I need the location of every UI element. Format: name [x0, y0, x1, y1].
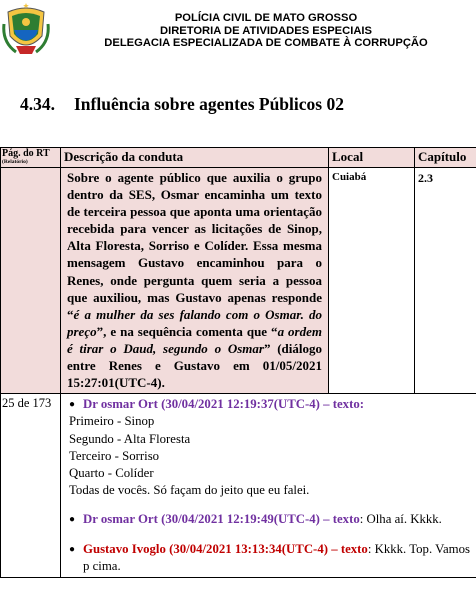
- chapter-cell: 2.3: [415, 168, 476, 394]
- message-3-header: Gustavo Ivoglo (30/04/2021 13:13:34(UTC-4) – texto: [83, 541, 368, 556]
- message-1-line: Todas de vocês. Só façam do jeito que eu falei.: [69, 483, 310, 498]
- header-page-rt-label: Pág. do RT: [2, 148, 50, 159]
- conduct-table: [0, 147, 476, 578]
- page-reference: 25 de 173: [1, 394, 61, 578]
- page-cell-empty: [1, 168, 61, 394]
- conduct-quote-1: é a mulher da ses falando com o Osmar. do preço: [67, 306, 322, 339]
- header-conduct: Descrição da conduta: [61, 148, 329, 168]
- conduct-text-1: Sobre o agente público que auxilia o grupo dentro da SES, Osmar encaminha um texto de terceira pessoa que aponta uma orientação recebida para vencer as licitações de Sinop, Alta Floresta, Sorriso e Colíder. Essa mesma mensagem Gustavo encaminhou para o Renes, onde pergunta quem seria a pessoa que auxiliou, mas Gustavo apenas responde “: [67, 170, 322, 322]
- coat-of-arms-logo: [2, 2, 50, 60]
- message-1-line: Terceiro - Sorriso: [69, 448, 160, 463]
- message-3-body: : Kkkk. Top. Vamos p cima.: [83, 541, 470, 573]
- section-title-text: Influência sobre agentes Públicos 02: [74, 94, 344, 114]
- conduct-text-2: ”, e na sequência comenta que “: [96, 323, 278, 339]
- table-header-row: [1, 148, 476, 168]
- table-row: [1, 394, 476, 578]
- header-local: Local: [329, 148, 415, 168]
- document-header: [0, 0, 476, 62]
- section-number: 4.34.: [20, 94, 55, 114]
- header-chapter: Capítulo: [415, 148, 476, 168]
- table-row: [1, 168, 476, 394]
- messages-cell: [61, 394, 476, 578]
- message-1-colon: :: [359, 397, 365, 412]
- conduct-quote-2: a ordem é tirar o Daud, segundo o Osmar: [67, 323, 322, 356]
- message-1-line: Segundo - Alta Floresta: [69, 431, 191, 446]
- conduct-text-3: ” (diálogo entre Renes e Gustavo em 01/05/2021 15:27:01(UTC-4).: [67, 340, 322, 391]
- message-2-header: Dr osmar Ort (30/04/2021 12:19:49(UTC-4) – texto: [83, 512, 360, 527]
- bullet-icon: ●: [69, 514, 76, 526]
- conduct-description: [61, 168, 329, 394]
- header-line-2: DIRETORIA DE ATIVIDADES ESPECIAIS: [160, 24, 372, 37]
- section-title: [20, 94, 344, 115]
- message-item: [69, 396, 470, 413]
- header-line-1: POLÍCIA CIVIL DE MATO GROSSO: [174, 12, 358, 24]
- header-line-3: DELEGACIA ESPECIALIZADA DE COMBATE À CORRUPÇÃO: [104, 37, 428, 50]
- message-item: [69, 511, 470, 528]
- bullet-icon: ●: [69, 543, 76, 555]
- message-1-header: Dr osmar Ort (30/04/2021 12:19:37(UTC-4) – texto: [83, 397, 360, 412]
- message-1-line: Primeiro - Sinop: [69, 414, 155, 429]
- message-item: [69, 541, 470, 575]
- local-cell: Cuiabá: [329, 168, 415, 394]
- bullet-icon: ●: [69, 399, 76, 411]
- header-page-rt: [1, 148, 61, 168]
- message-2-body: : Olha aí. Kkkk.: [359, 512, 442, 527]
- message-1-line: Quarto - Colíder: [69, 466, 154, 481]
- header-page-rt-sub: (Relatório): [2, 159, 28, 165]
